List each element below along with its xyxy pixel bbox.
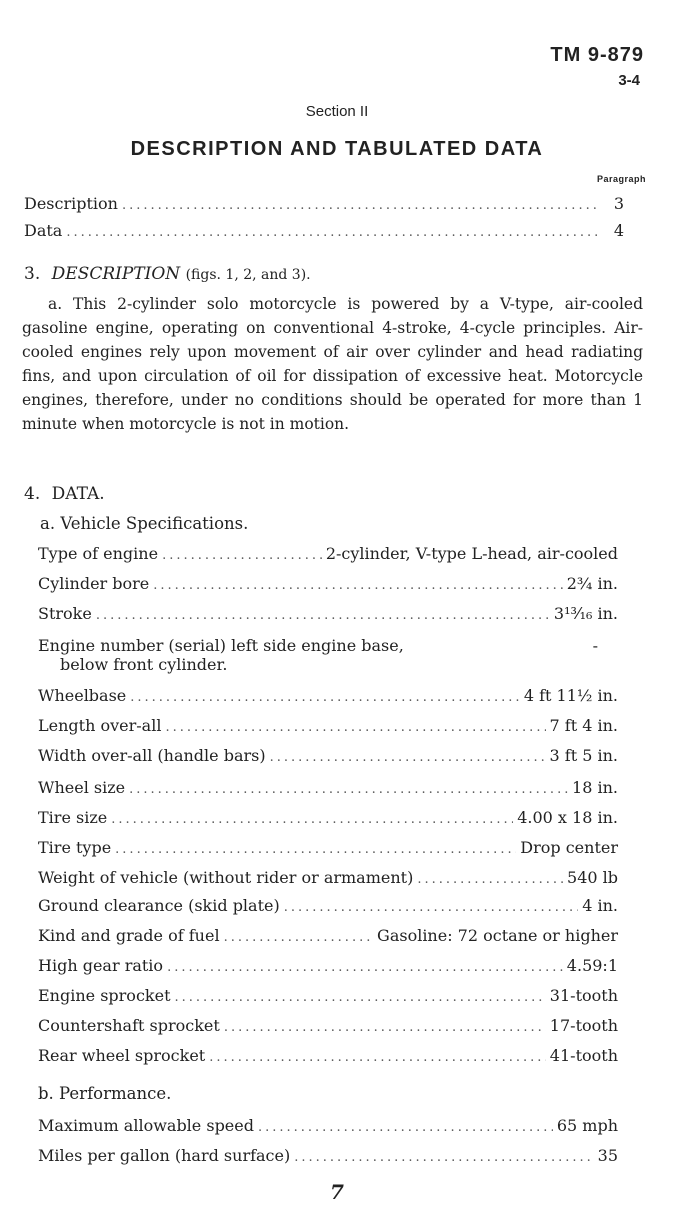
dot-leader [417,872,563,887]
spec-label: Engine sprocket [38,986,171,1005]
spec-value: 17-tooth [549,1016,618,1035]
spec-label-continued: below front cylinder. [60,655,228,674]
dot-leader [294,1150,593,1165]
spec-row [38,808,618,827]
spec-label: Rear wheel sprocket [38,1046,206,1065]
spec-row [38,926,618,945]
spec-row [38,574,618,593]
dot-leader [115,842,516,857]
spec-value: 3 ft 5 in. [549,746,618,765]
spec-label: Type of engine [38,544,159,563]
spec-label: Miles per gallon (hard surface) [38,1146,291,1165]
spec-row [38,1046,618,1065]
spec-value: 2¾ in. [566,574,618,593]
dot-leader [167,960,563,975]
tm-number: TM 9-879 [550,44,644,66]
spec-label: High gear ratio [38,956,164,975]
spec-label: Tire size [38,808,108,827]
spec-value: 7 ft 4 in. [549,716,618,735]
dot-leader [224,930,373,945]
dot-leader [175,990,546,1005]
toc-row [24,221,624,240]
spec-value: 4 in. [582,896,618,915]
dot-leader [258,1120,553,1135]
spec-row [38,1016,618,1035]
vehicle-specifications-heading: a. Vehicle Specifications. [40,514,249,533]
spec-value: 4.00 x 18 in. [517,808,618,827]
spec-row [38,686,618,705]
spec-label: Stroke [38,604,92,623]
spec-label: Wheel size [38,778,126,797]
section-label: Section II [305,103,369,120]
spec-row [38,868,618,887]
spec-label: Ground clearance (skid plate) [38,896,280,915]
dot-leader [129,782,568,797]
description-paragraph: a. This 2-cylinder solo motorcycle is powered by a V-type, air-cooled gasoline engine, operating on conventional 4-stroke, 4-cycle principles. Air-cooled engines rely upon movement of air over cylinder and head radiating fins, and upon circulation of oil for dissipation of excessive heat. Motorcycle engines, therefore, under no conditions should be operated for more than 1 minute when motorcycle is not in motion. [22,295,643,433]
spec-row [38,956,618,975]
spec-value: 35 [597,1146,618,1165]
spec-value: 41-tooth [549,1046,618,1065]
spec-row [38,778,618,797]
dot-leader [162,548,322,563]
spec-row [38,896,618,915]
dot-leader [96,608,550,623]
dot-leader [111,812,513,827]
spec-label: Wheelbase [38,686,127,705]
dot-leader [284,900,578,915]
spec-label: Weight of vehicle (without rider or armament) [38,868,414,887]
paragraph-column-label: Paragraph [596,174,646,184]
performance-row [38,1146,618,1165]
spec-value: Drop center [520,838,618,857]
dot-leader [66,225,600,240]
dot-leader [224,1020,546,1035]
spec-value: 4.59:1 [566,956,618,975]
tm-page-ref: 3-4 [618,72,640,89]
performance-row [38,1116,618,1135]
spec-label: Cylinder bore [38,574,150,593]
spec-value: 65 mph [556,1116,618,1135]
performance-heading: b. Performance. [38,1084,172,1103]
spec-label: Tire type [38,838,112,857]
spec-row [38,838,618,857]
spec-value: 3¹³⁄₁₆ in. [553,604,618,623]
page-number: 7 [330,1180,344,1204]
dot-leader [122,198,600,213]
dot-leader [153,578,562,593]
dot-leader [270,750,546,765]
spec-label: Width over-all (handle bars) [38,746,266,765]
dot-leader [130,690,520,705]
spec-row [38,986,618,1005]
dot-leader [165,720,545,735]
spec-row [38,716,618,735]
spec-value: 18 in. [572,778,618,797]
section-3-heading: 3. DESCRIPTION (figs. 1, 2, and 3). [24,264,311,284]
spec-label: Maximum allowable speed [38,1116,254,1135]
spec-value: - [592,636,598,655]
toc-label: Description [24,194,118,213]
spec-row [38,544,618,563]
toc-number: 3 [613,194,624,213]
spec-label: Countershaft sprocket [38,1016,220,1035]
spec-value: Gasoline: 72 octane or higher [377,926,618,945]
spec-value: 2-cylinder, V-type L-head, air-cooled [325,544,618,563]
section-4-heading: 4. DATA. [24,484,105,504]
page-heading: DESCRIPTION AND TABULATED DATA [130,138,544,160]
spec-value: 4 ft 11½ in. [523,686,618,705]
spec-label: Length over-all [38,716,162,735]
toc-number: 4 [613,221,624,240]
toc-label: Data [24,221,63,240]
spec-row [38,604,618,623]
dot-leader [209,1050,546,1065]
spec-value: 540 lb [567,868,618,887]
spec-value: 31-tooth [549,986,618,1005]
spec-label: Engine number (serial) left side engine base, [38,636,404,655]
spec-row [38,746,618,765]
spec-label: Kind and grade of fuel [38,926,220,945]
toc-row [24,194,624,213]
spec-row [38,636,618,674]
